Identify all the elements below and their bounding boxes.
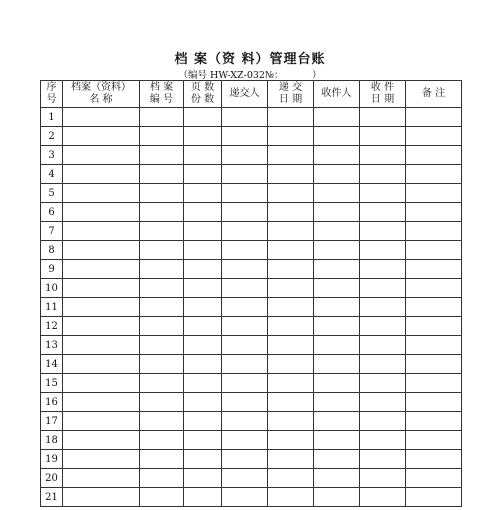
document-code-line: （编号 HW-XZ-032№：______） xyxy=(178,70,322,81)
cell-pages xyxy=(184,336,222,355)
cell-receiver xyxy=(314,260,360,279)
cell-remarks xyxy=(406,184,462,203)
table-row xyxy=(41,374,462,393)
cell-submit-date xyxy=(268,412,314,431)
cell-receive-date xyxy=(360,450,406,469)
cell-submitter xyxy=(222,279,268,298)
cell-receive-date xyxy=(360,165,406,184)
table-row xyxy=(41,146,462,165)
cell-submit-date xyxy=(268,336,314,355)
cell-submit-date xyxy=(268,469,314,488)
table-row xyxy=(41,222,462,241)
table-row xyxy=(41,108,462,127)
cell-submitter xyxy=(222,298,268,317)
cell-receive-date xyxy=(360,184,406,203)
header-remarks: 备 注 xyxy=(406,81,462,108)
cell-receiver xyxy=(314,317,360,336)
cell-number xyxy=(140,165,184,184)
cell-receive-date xyxy=(360,108,406,127)
cell-name xyxy=(63,412,140,431)
cell-submitter xyxy=(222,355,268,374)
cell-number xyxy=(140,241,184,260)
cell-submit-date xyxy=(268,260,314,279)
cell-pages xyxy=(184,374,222,393)
row-number: 3 xyxy=(41,146,63,165)
table-row xyxy=(41,336,462,355)
row-number: 20 xyxy=(41,469,63,488)
cell-submitter xyxy=(222,222,268,241)
row-number: 16 xyxy=(41,393,63,412)
cell-name xyxy=(63,279,140,298)
cell-receive-date xyxy=(360,279,406,298)
cell-submitter xyxy=(222,108,268,127)
cell-name xyxy=(63,450,140,469)
table-row xyxy=(41,355,462,374)
row-number: 19 xyxy=(41,450,63,469)
cell-remarks xyxy=(406,279,462,298)
table-row xyxy=(41,431,462,450)
cell-receive-date xyxy=(360,412,406,431)
cell-number xyxy=(140,298,184,317)
cell-submitter xyxy=(222,184,268,203)
cell-number xyxy=(140,355,184,374)
cell-pages xyxy=(184,108,222,127)
cell-number xyxy=(140,469,184,488)
cell-submit-date xyxy=(268,108,314,127)
cell-remarks xyxy=(406,298,462,317)
cell-pages xyxy=(184,393,222,412)
cell-receive-date xyxy=(360,469,406,488)
table-row xyxy=(41,184,462,203)
cell-receiver xyxy=(314,374,360,393)
cell-number xyxy=(140,450,184,469)
cell-pages xyxy=(184,431,222,450)
row-number: 14 xyxy=(41,355,63,374)
cell-receiver xyxy=(314,165,360,184)
cell-remarks xyxy=(406,412,462,431)
cell-name xyxy=(63,260,140,279)
cell-remarks xyxy=(406,165,462,184)
cell-receiver xyxy=(314,355,360,374)
cell-number xyxy=(140,108,184,127)
cell-receiver xyxy=(314,488,360,507)
cell-remarks xyxy=(406,450,462,469)
header-number: 档 案 编 号 xyxy=(140,81,184,108)
cell-pages xyxy=(184,222,222,241)
cell-receiver xyxy=(314,241,360,260)
table-row xyxy=(41,450,462,469)
cell-receive-date xyxy=(360,488,406,507)
archive-ledger-table xyxy=(40,80,462,507)
cell-pages xyxy=(184,127,222,146)
cell-remarks xyxy=(406,222,462,241)
ledger-body xyxy=(41,108,462,507)
cell-receive-date xyxy=(360,203,406,222)
cell-submit-date xyxy=(268,450,314,469)
cell-receive-date xyxy=(360,127,406,146)
cell-remarks xyxy=(406,241,462,260)
cell-remarks xyxy=(406,127,462,146)
cell-pages xyxy=(184,355,222,374)
cell-submitter xyxy=(222,450,268,469)
cell-remarks xyxy=(406,108,462,127)
cell-receive-date xyxy=(360,431,406,450)
cell-number xyxy=(140,374,184,393)
cell-receive-date xyxy=(360,298,406,317)
row-number: 11 xyxy=(41,298,63,317)
cell-name xyxy=(63,488,140,507)
cell-name xyxy=(63,374,140,393)
table-row xyxy=(41,279,462,298)
cell-submit-date xyxy=(268,127,314,146)
cell-number xyxy=(140,127,184,146)
cell-pages xyxy=(184,298,222,317)
cell-pages xyxy=(184,146,222,165)
cell-receiver xyxy=(314,450,360,469)
cell-number xyxy=(140,260,184,279)
cell-pages xyxy=(184,412,222,431)
cell-submit-date xyxy=(268,488,314,507)
cell-name xyxy=(63,146,140,165)
cell-receive-date xyxy=(360,393,406,412)
cell-receive-date xyxy=(360,355,406,374)
cell-submitter xyxy=(222,336,268,355)
cell-receive-date xyxy=(360,241,406,260)
cell-pages xyxy=(184,488,222,507)
cell-number xyxy=(140,393,184,412)
cell-receive-date xyxy=(360,317,406,336)
table-row xyxy=(41,469,462,488)
cell-submit-date xyxy=(268,393,314,412)
cell-pages xyxy=(184,450,222,469)
cell-remarks xyxy=(406,336,462,355)
cell-number xyxy=(140,279,184,298)
row-number: 8 xyxy=(41,241,63,260)
cell-name xyxy=(63,469,140,488)
cell-pages xyxy=(184,317,222,336)
cell-submit-date xyxy=(268,298,314,317)
cell-submit-date xyxy=(268,146,314,165)
cell-submitter xyxy=(222,431,268,450)
table-row xyxy=(41,317,462,336)
cell-receiver xyxy=(314,108,360,127)
row-number: 2 xyxy=(41,127,63,146)
cell-submitter xyxy=(222,127,268,146)
cell-name xyxy=(63,165,140,184)
header-row xyxy=(41,81,462,108)
row-number: 7 xyxy=(41,222,63,241)
cell-submitter xyxy=(222,317,268,336)
table-row xyxy=(41,488,462,507)
header-seq: 序 号 xyxy=(41,81,63,108)
cell-number xyxy=(140,184,184,203)
cell-pages xyxy=(184,260,222,279)
cell-submit-date xyxy=(268,355,314,374)
row-number: 13 xyxy=(41,336,63,355)
cell-remarks xyxy=(406,393,462,412)
cell-receiver xyxy=(314,431,360,450)
cell-number xyxy=(140,222,184,241)
cell-submitter xyxy=(222,488,268,507)
header-submitter: 递交人 xyxy=(222,81,268,108)
cell-number xyxy=(140,412,184,431)
header-receive-date: 收 件 日 期 xyxy=(360,81,406,108)
cell-name xyxy=(63,127,140,146)
cell-name xyxy=(63,336,140,355)
cell-pages xyxy=(184,184,222,203)
cell-submitter xyxy=(222,203,268,222)
cell-receiver xyxy=(314,146,360,165)
cell-submit-date xyxy=(268,222,314,241)
cell-submit-date xyxy=(268,317,314,336)
cell-submitter xyxy=(222,241,268,260)
cell-submit-date xyxy=(268,184,314,203)
cell-receiver xyxy=(314,336,360,355)
row-number: 9 xyxy=(41,260,63,279)
row-number: 6 xyxy=(41,203,63,222)
cell-submitter xyxy=(222,260,268,279)
cell-submit-date xyxy=(268,241,314,260)
document-title: 档 案（资 料）管理台账 xyxy=(174,52,326,67)
cell-remarks xyxy=(406,374,462,393)
cell-receiver xyxy=(314,298,360,317)
cell-remarks xyxy=(406,469,462,488)
cell-receiver xyxy=(314,469,360,488)
cell-pages xyxy=(184,469,222,488)
cell-submitter xyxy=(222,374,268,393)
cell-submit-date xyxy=(268,203,314,222)
table-row xyxy=(41,165,462,184)
cell-receiver xyxy=(314,222,360,241)
cell-submit-date xyxy=(268,431,314,450)
cell-receiver xyxy=(314,279,360,298)
row-number: 17 xyxy=(41,412,63,431)
cell-number xyxy=(140,431,184,450)
cell-remarks xyxy=(406,203,462,222)
cell-receive-date xyxy=(360,336,406,355)
cell-name xyxy=(63,203,140,222)
table-row xyxy=(41,298,462,317)
cell-name xyxy=(63,241,140,260)
header-submit-date: 递 交 日 期 xyxy=(268,81,314,108)
cell-pages xyxy=(184,279,222,298)
cell-remarks xyxy=(406,488,462,507)
cell-name xyxy=(63,317,140,336)
cell-submit-date xyxy=(268,165,314,184)
cell-remarks xyxy=(406,355,462,374)
row-number: 5 xyxy=(41,184,63,203)
table-row xyxy=(41,412,462,431)
table-row xyxy=(41,393,462,412)
cell-name xyxy=(63,393,140,412)
cell-receive-date xyxy=(360,374,406,393)
row-number: 1 xyxy=(41,108,63,127)
row-number: 15 xyxy=(41,374,63,393)
cell-remarks xyxy=(406,317,462,336)
row-number: 18 xyxy=(41,431,63,450)
row-number: 4 xyxy=(41,165,63,184)
cell-name xyxy=(63,108,140,127)
cell-name xyxy=(63,431,140,450)
cell-name xyxy=(63,355,140,374)
cell-receive-date xyxy=(360,146,406,165)
cell-number xyxy=(140,146,184,165)
table-row xyxy=(41,241,462,260)
cell-name xyxy=(63,222,140,241)
cell-pages xyxy=(184,203,222,222)
table-row xyxy=(41,127,462,146)
cell-receive-date xyxy=(360,222,406,241)
cell-submitter xyxy=(222,412,268,431)
cell-number xyxy=(140,488,184,507)
cell-receiver xyxy=(314,184,360,203)
cell-number xyxy=(140,203,184,222)
cell-pages xyxy=(184,241,222,260)
row-number: 21 xyxy=(41,488,63,507)
row-number: 12 xyxy=(41,317,63,336)
cell-receiver xyxy=(314,393,360,412)
row-number: 10 xyxy=(41,279,63,298)
cell-receiver xyxy=(314,203,360,222)
cell-number xyxy=(140,317,184,336)
table-row xyxy=(41,260,462,279)
cell-pages xyxy=(184,165,222,184)
cell-submit-date xyxy=(268,374,314,393)
cell-remarks xyxy=(406,146,462,165)
cell-submitter xyxy=(222,165,268,184)
cell-remarks xyxy=(406,260,462,279)
table-row xyxy=(41,203,462,222)
cell-number xyxy=(140,336,184,355)
cell-receive-date xyxy=(360,260,406,279)
cell-remarks xyxy=(406,431,462,450)
cell-name xyxy=(63,298,140,317)
header-pages: 页 数 份 数 xyxy=(184,81,222,108)
cell-submitter xyxy=(222,146,268,165)
cell-receiver xyxy=(314,412,360,431)
cell-receiver xyxy=(314,127,360,146)
cell-submitter xyxy=(222,469,268,488)
cell-name xyxy=(63,184,140,203)
header-receiver: 收件人 xyxy=(314,81,360,108)
header-name: 档案（资料） 名 称 xyxy=(63,81,140,108)
cell-submit-date xyxy=(268,279,314,298)
cell-submitter xyxy=(222,393,268,412)
